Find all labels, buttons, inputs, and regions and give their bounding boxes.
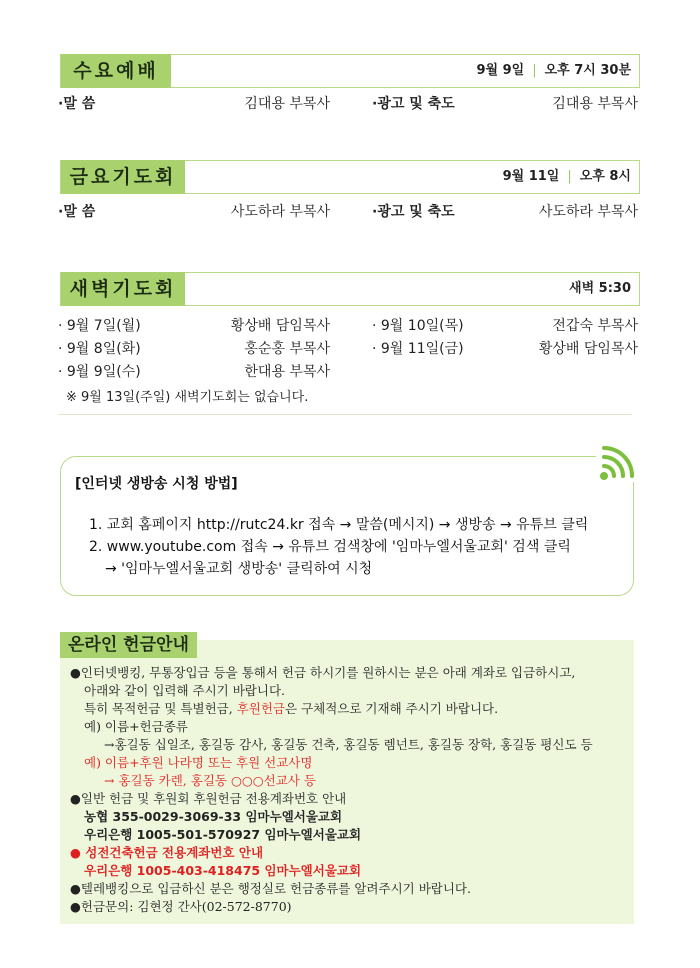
online-contact: ●헌금문의: 김현정 간사(02-572-8770) — [70, 899, 292, 914]
dawn-leader: 전갑숙 부목사 — [552, 318, 638, 334]
wednesday-time: 오후 7시 30분 — [544, 63, 631, 78]
dawn-day: · 9월 7일(월) — [58, 318, 141, 334]
friday-notice-label: ·광고 및 축도 — [372, 204, 455, 220]
dawn-day: · 9월 8일(화) — [58, 341, 141, 357]
broadcast-title: [인터넷 생방송 시청 방법] — [75, 476, 238, 492]
online-line: 예) 이름+헌금종류 — [84, 719, 188, 734]
online-text: 은 구체적으로 기재해 주시기 바랍니다. — [285, 701, 499, 716]
friday-time: 오후 8시 — [579, 169, 631, 184]
broadcast-step-2: 2. www.youtube.com 접속 → 유튜브 검색창에 '임마누엘서울교회' 검색 클릭 — [89, 539, 571, 555]
account-woori: 우리은행 1005-501-570927 임마누엘서울교회 — [84, 827, 362, 842]
dawn-leader: 홍순홍 부목사 — [244, 341, 330, 357]
wednesday-header — [60, 54, 640, 88]
dawn-day: · 9월 10일(목) — [372, 318, 464, 334]
wednesday-date: 9월 9일 — [476, 63, 525, 78]
online-line: ●텔레뱅킹으로 입금하신 분은 행정실로 헌금종류를 알려주시기 바랍니다. — [70, 881, 471, 896]
dawn-time: 새벽 5:30 — [569, 281, 631, 296]
wednesday-notice-by: 김대용 부목사 — [552, 96, 638, 112]
dawn-note: ※ 9월 13일(주일) 새벽기도회는 없습니다. — [66, 390, 309, 405]
online-highlight: 후원헌금 — [236, 701, 286, 716]
dawn-day: · 9월 9일(수) — [58, 364, 141, 380]
wednesday-schedule: 9월 9일 | 오후 7시 30분 — [476, 63, 631, 78]
dawn-leader: 황상배 담임목사 — [230, 318, 330, 334]
wifi-icon — [596, 446, 640, 482]
friday-date: 9월 11일 — [502, 169, 560, 184]
account-nonghyup: 농협 355-0029-3069-33 임마누엘서울교회 — [84, 809, 343, 824]
friday-sermon-by: 사도하라 부목사 — [230, 204, 330, 220]
dawn-leader: 황상배 담임목사 — [538, 341, 638, 357]
online-line — [84, 700, 498, 718]
broadcast-step-3: → '임마누엘서울교회 생방송' 클릭하여 시청 — [105, 561, 373, 577]
friday-title: 금요기도회 — [61, 160, 185, 194]
online-text: 특히 목적헌금 및 특별헌금, — [84, 701, 237, 716]
online-offering-title: 온라인 헌금안내 — [60, 632, 197, 658]
friday-schedule: 9월 11일 | 오후 8시 — [502, 169, 631, 184]
online-line: ● 성전건축헌금 전용계좌번호 안내 — [70, 845, 264, 860]
dawn-day: · 9월 11일(금) — [372, 341, 464, 357]
account-building: 우리은행 1005-403-418475 임마누엘서울교회 — [84, 863, 362, 878]
dawn-title: 새벽기도회 — [61, 272, 185, 306]
online-line: ●인터넷뱅킹, 무통장입금 등을 통해서 헌금 하시기를 원하시는 분은 아래 계좌로 입금하시고, — [70, 665, 576, 680]
section-divider — [58, 414, 632, 415]
broadcast-step-1: 1. 교회 홈페이지 http://rutc24.kr 접속 → 말씀(메시지) → 생방송 → 유튜브 클릭 — [89, 517, 589, 533]
wednesday-title: 수요예배 — [61, 54, 171, 88]
broadcast-box — [60, 456, 634, 596]
online-line: 예) 이름+후원 나라명 또는 후원 선교사명 — [84, 755, 313, 770]
dawn-header — [60, 272, 640, 306]
online-line: ●일반 헌금 및 후원회 후원헌금 전용계좌번호 안내 — [70, 791, 347, 806]
online-line: 아래와 같이 입력해 주시기 바랍니다. — [84, 683, 285, 698]
friday-sermon-label: ·말 씀 — [58, 204, 96, 220]
wednesday-notice-label: ·광고 및 축도 — [372, 96, 455, 112]
online-line: →홍길동 십일조, 홍길동 감사, 홍길동 건축, 홍길동 렘넌트, 홍길동 장학, 홍길동 평신도 등 — [104, 737, 593, 752]
dawn-leader: 한대용 부목사 — [244, 364, 330, 380]
friday-notice-by: 사도하라 부목사 — [538, 204, 638, 220]
online-line: → 홍길동 카렌, 홍길동 ○○○선교사 등 — [104, 773, 316, 788]
wednesday-sermon-by: 김대용 부목사 — [244, 96, 330, 112]
friday-header — [60, 160, 640, 194]
wednesday-sermon-label: ·말 씀 — [58, 96, 96, 112]
